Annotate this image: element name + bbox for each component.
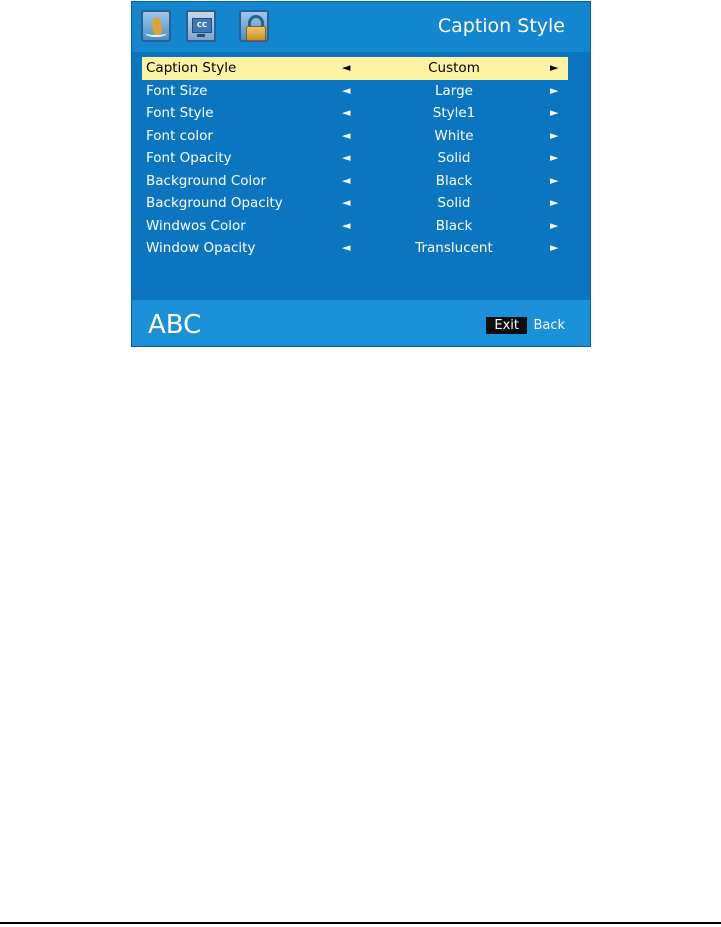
right-arrow-icon[interactable]: ► xyxy=(550,106,559,119)
back-label: Back xyxy=(533,318,565,333)
caption-preview: ABC xyxy=(148,310,202,340)
osd-header xyxy=(132,2,590,52)
right-arrow-icon[interactable]: ► xyxy=(550,241,559,254)
menu-item-label: Window Opacity xyxy=(146,240,256,256)
caption-style-osd xyxy=(131,1,591,347)
menu-item-value: Custom xyxy=(428,60,480,76)
menu-item-value: Translucent xyxy=(415,240,493,256)
menu-item-value: Large xyxy=(435,82,473,99)
left-arrow-icon[interactable]: ◄ xyxy=(342,151,351,164)
left-arrow-icon[interactable]: ◄ xyxy=(342,106,351,119)
menu-item-font-color[interactable] xyxy=(142,125,568,148)
menu-item-value: Black xyxy=(435,217,473,234)
right-arrow-icon[interactable]: ► xyxy=(550,173,559,187)
menu-item-window-color[interactable] xyxy=(142,215,568,238)
menu-item-label: Font Opacity xyxy=(146,150,232,166)
menu-item-font-style[interactable] xyxy=(142,102,568,125)
menu-item-value: Solid xyxy=(437,195,471,211)
left-arrow-icon[interactable]: ◄ xyxy=(342,173,351,187)
menu-item-label: Background Color xyxy=(146,172,267,189)
left-arrow-icon[interactable]: ◄ xyxy=(342,218,351,232)
menu-item-value: White xyxy=(434,127,474,144)
menu-item-font-size[interactable] xyxy=(142,80,568,103)
picture-icon[interactable] xyxy=(141,10,171,42)
left-arrow-icon[interactable]: ◄ xyxy=(342,128,351,142)
right-arrow-icon[interactable]: ► xyxy=(550,61,559,74)
right-arrow-icon[interactable]: ► xyxy=(550,128,559,142)
menu-item-label: Font Style xyxy=(146,105,214,121)
menu-item-value: Style1 xyxy=(432,105,476,121)
menu-item-background-color[interactable] xyxy=(142,170,568,193)
right-arrow-icon[interactable]: ► xyxy=(550,151,559,164)
cc-screen: CC xyxy=(192,18,212,33)
wave-shape xyxy=(145,29,167,37)
menu-item-label: Windwos Color xyxy=(146,217,246,234)
menu-item-value: Black xyxy=(435,172,473,189)
left-arrow-icon[interactable]: ◄ xyxy=(342,241,351,254)
menu-item-window-opacity[interactable] xyxy=(142,237,568,260)
caption-menu xyxy=(142,57,568,260)
lock-icon[interactable] xyxy=(239,10,269,42)
menu-item-label: Font color xyxy=(146,127,213,144)
right-arrow-icon[interactable]: ► xyxy=(550,196,559,209)
page-divider xyxy=(0,922,721,924)
menu-item-caption-style[interactable] xyxy=(142,57,568,80)
menu-item-background-opacity[interactable] xyxy=(142,192,568,215)
osd-footer xyxy=(132,300,590,346)
right-arrow-icon[interactable]: ► xyxy=(550,83,559,97)
menu-item-label: Caption Style xyxy=(146,60,237,76)
menu-title: Caption Style xyxy=(437,15,565,37)
right-arrow-icon[interactable]: ► xyxy=(550,218,559,232)
exit-key-badge[interactable]: Exit xyxy=(486,317,527,334)
menu-item-value: Solid xyxy=(437,150,471,166)
menu-item-label: Background Opacity xyxy=(146,195,283,211)
left-arrow-icon[interactable]: ◄ xyxy=(342,61,351,74)
closed-caption-icon[interactable] xyxy=(186,10,216,42)
left-arrow-icon[interactable]: ◄ xyxy=(342,83,351,97)
menu-item-label: Font Size xyxy=(146,82,208,99)
lock-body xyxy=(246,26,266,41)
left-arrow-icon[interactable]: ◄ xyxy=(342,196,351,209)
cc-stand xyxy=(197,34,205,37)
menu-item-font-opacity[interactable] xyxy=(142,147,568,170)
